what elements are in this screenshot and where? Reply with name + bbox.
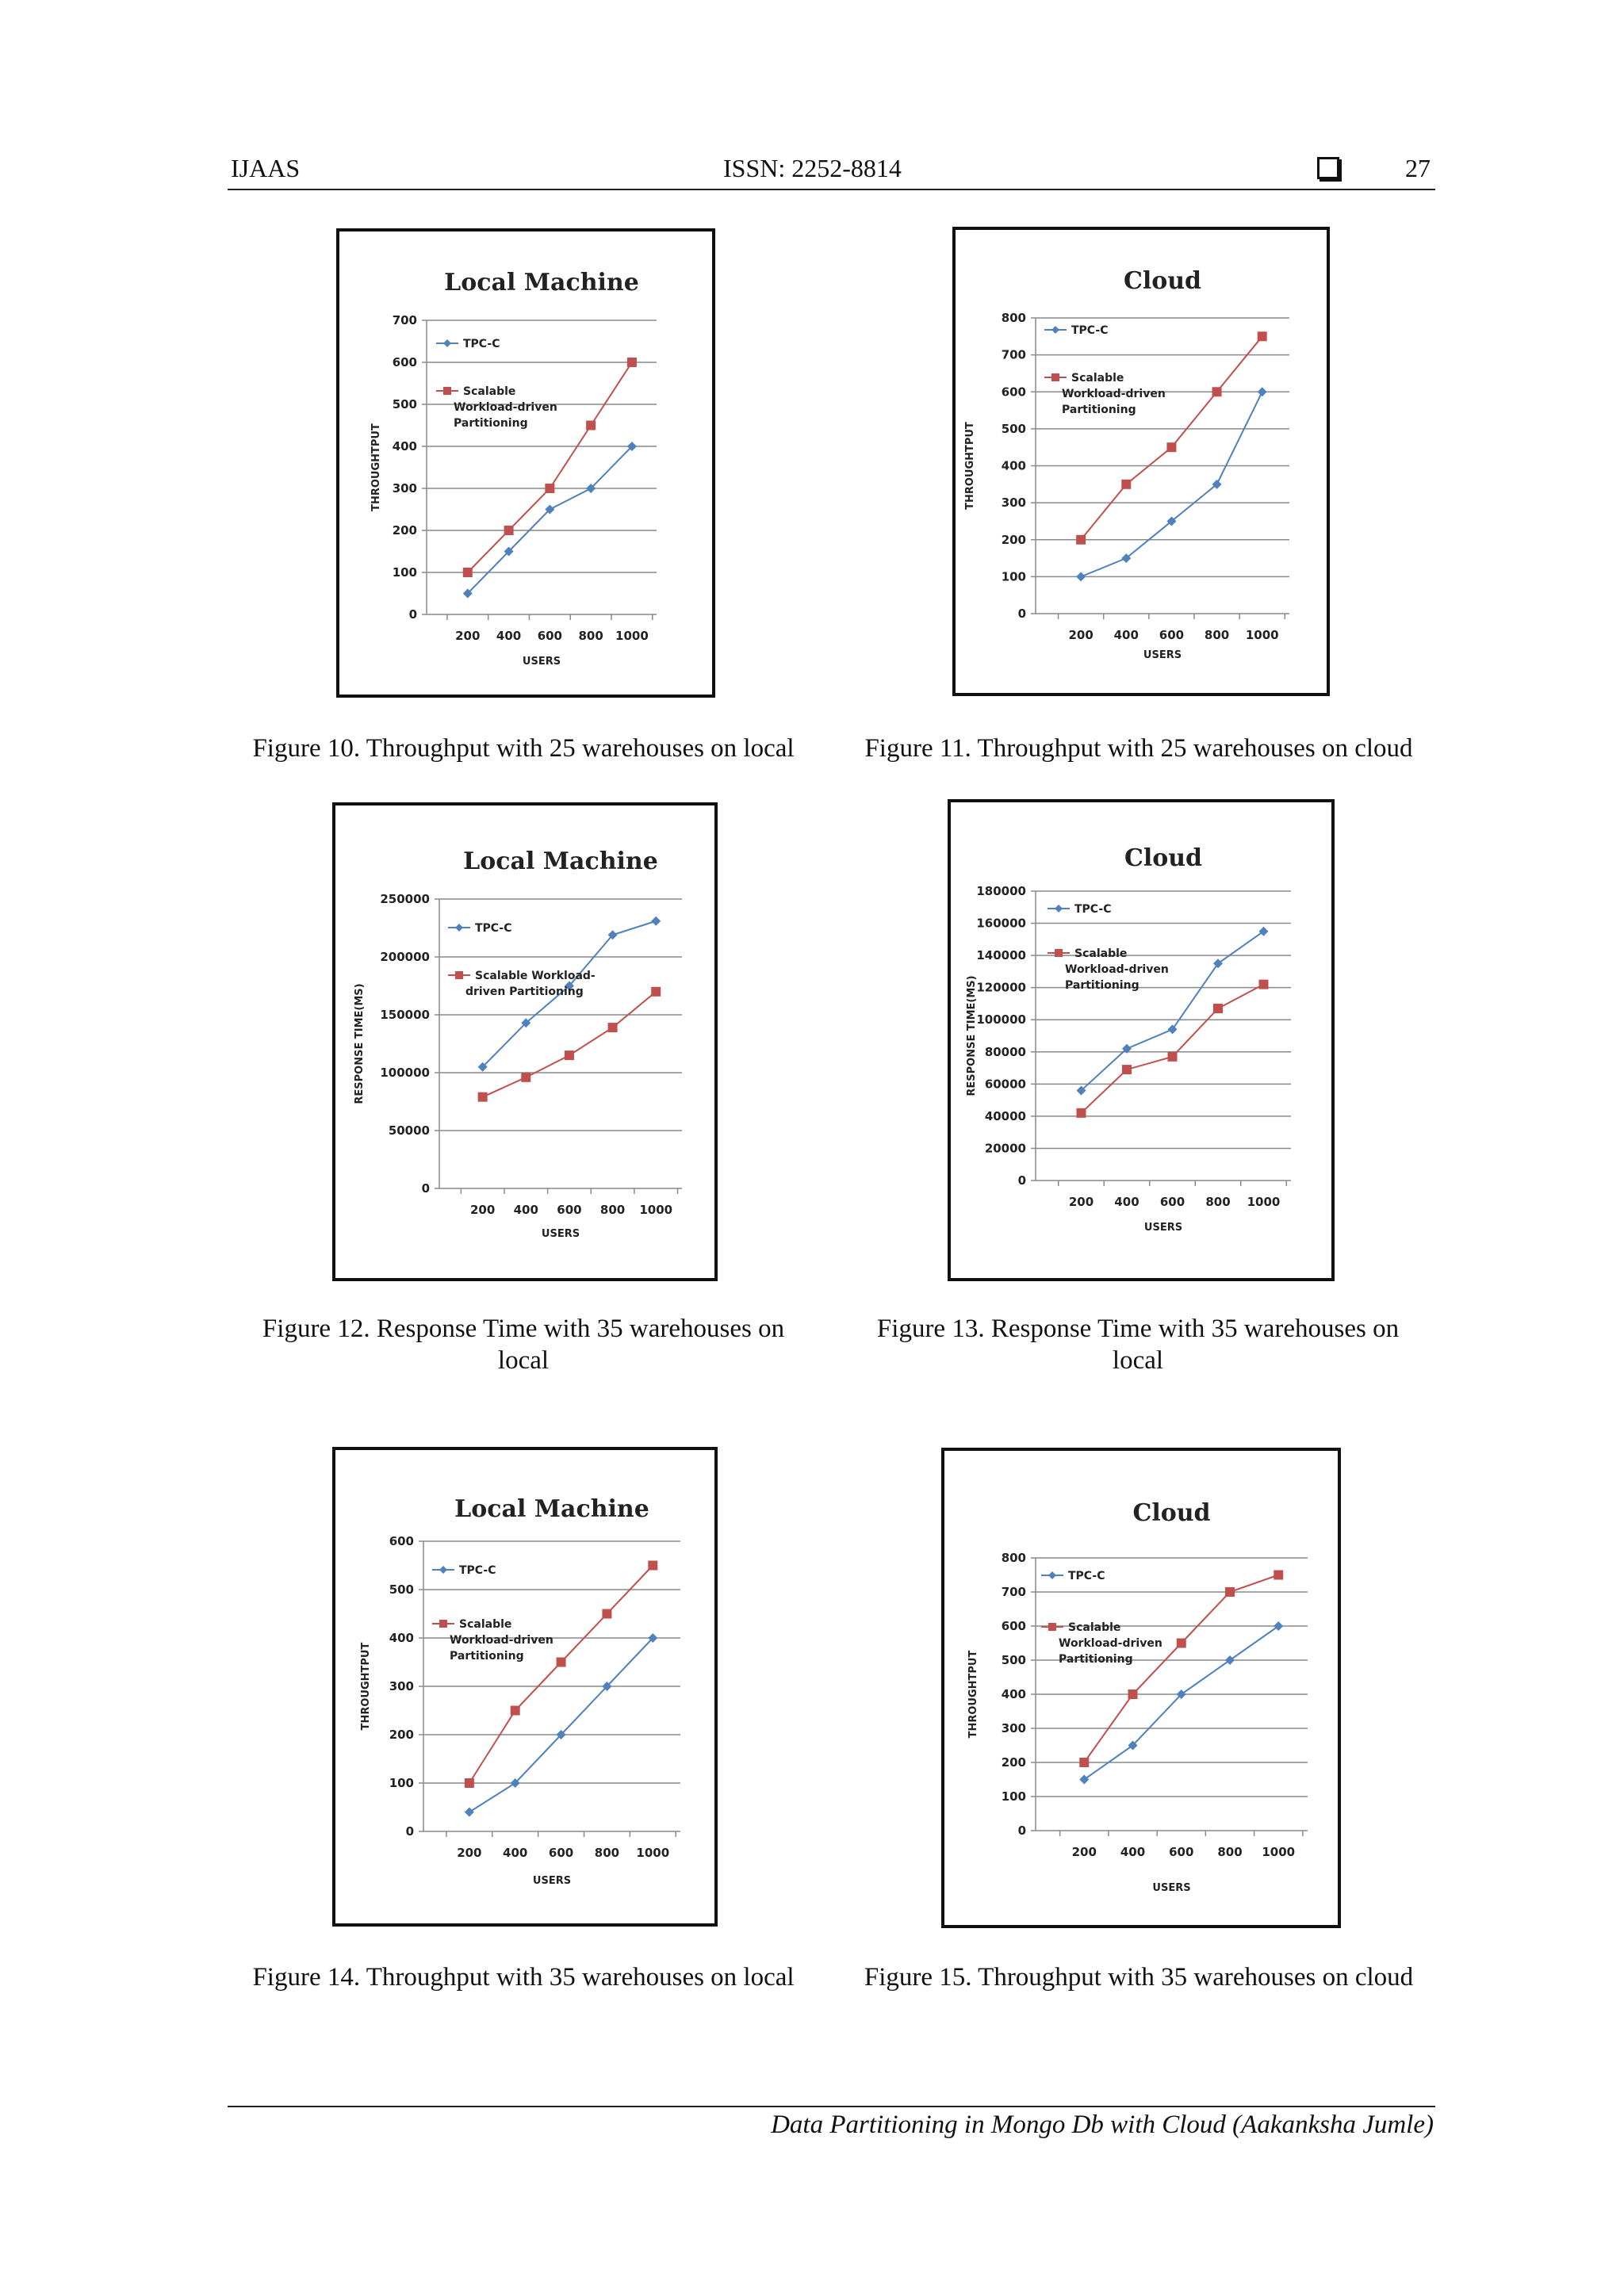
chart-svg [951,802,1331,1278]
y-tick-label: 160000 [976,916,1026,931]
legend-label: TPC-C [463,338,500,350]
y-tick-label: 0 [1017,1823,1026,1838]
y-tick-label: 200000 [380,950,430,964]
data-point-tpcc [465,1808,474,1817]
figure-15-chart [941,1448,1341,1928]
legend-marker [455,971,463,979]
data-point-tpcc [1168,1024,1178,1034]
data-point-scalable [602,1609,611,1619]
data-point-scalable [465,1778,474,1788]
y-tick-label: 100000 [976,1012,1026,1027]
legend-label: TPC-C [1068,1570,1105,1582]
data-point-scalable [504,526,514,535]
y-tick-label: 100 [389,1776,414,1790]
y-tick-label: 250000 [380,892,430,906]
legend-marker [439,1620,447,1628]
data-point-scalable [463,568,473,577]
data-point-tpcc [1076,572,1086,581]
y-tick-label: 140000 [976,948,1026,963]
y-tick-label: 800 [1001,1551,1026,1565]
x-axis-label: USERS [1143,649,1182,661]
x-tick-label: 600 [537,629,563,643]
x-tick-label: 200 [469,1203,496,1217]
y-tick-label: 100 [1001,569,1026,584]
data-point-scalable [1213,1004,1223,1013]
y-axis-label: RESPONSE TIME(MS) [354,983,366,1104]
y-tick-label: 100000 [380,1066,430,1080]
legend-label: Scalable Workload-driven Partitioning [1062,372,1170,416]
legend-label: Scalable Workload-driven Partitioning [454,385,561,430]
figure-13-caption: Figure 13. Response Time with 35 warehouses on local [876,1314,1400,1375]
legend-label: Scalable Workload-driven Partitioning [450,1618,557,1663]
x-tick-label: 400 [513,1203,538,1217]
y-tick-label: 120000 [976,980,1026,995]
chart-svg [944,1451,1338,1925]
figure-15-caption: Figure 15. Throughput with 35 warehouses on cloud [864,1963,1414,1992]
legend-marker [1048,1571,1056,1579]
chart-title: Local Machine [463,848,658,875]
legend-label: TPC-C [459,1564,496,1577]
y-tick-label: 600 [1001,1619,1026,1633]
x-tick-label: 1000 [639,1203,673,1217]
legend-marker [439,1566,447,1574]
legend-marker [443,339,451,347]
figure-14-caption: Figure 14. Throughput with 35 warehouses on local [252,1963,795,1992]
data-point-tpcc [1274,1621,1283,1631]
data-point-scalable [1166,442,1176,452]
y-tick-label: 60000 [984,1077,1026,1092]
y-tick-label: 100 [392,565,417,580]
x-tick-label: 200 [457,1846,482,1860]
x-tick-label: 1000 [1245,628,1279,642]
figure-12-caption: Figure 12. Response Time with 35 warehouses on local [262,1314,785,1375]
y-tick-label: 200 [1001,532,1026,547]
journal-name: IJAAS [231,154,301,182]
data-point-scalable [1077,1108,1086,1118]
y-tick-label: 0 [405,1824,414,1839]
figure-12-chart [332,802,718,1281]
x-tick-label: 600 [1159,628,1185,642]
x-tick-label: 800 [1204,628,1230,642]
figure-10-caption: Figure 10. Throughput with 25 warehouses on local [252,734,795,763]
y-tick-label: 500 [389,1582,414,1597]
x-axis-label: USERS [532,1875,572,1887]
y-tick-label: 0 [408,607,417,622]
series-line-tpcc [1081,392,1262,576]
legend-marker [1051,326,1059,334]
chart-title: Cloud [1123,267,1202,295]
x-tick-label: 800 [578,629,603,643]
y-tick-label: 800 [1001,311,1026,325]
x-tick-label: 1000 [1247,1195,1281,1209]
figure-14-chart [332,1447,718,1927]
x-tick-label: 600 [1159,1195,1185,1209]
data-point-scalable [557,1658,566,1667]
data-point-scalable [1274,1571,1283,1580]
figure-13-chart [948,799,1335,1281]
chart-title: Cloud [1124,844,1203,872]
x-tick-label: 800 [599,1203,626,1217]
data-point-tpcc [1225,1655,1235,1665]
y-tick-label: 180000 [976,884,1026,898]
y-tick-label: 500 [1001,1653,1026,1667]
y-axis-label: THROUGHTPUT [370,423,382,511]
data-point-scalable [648,1561,657,1571]
chart-title: Local Machine [454,1495,649,1523]
legend-label: Scalable Workload-driven Partitioning [465,970,596,998]
figure-11-caption: Figure 11. Throughput with 25 warehouses on cloud [864,734,1413,763]
data-point-scalable [1212,387,1222,396]
y-tick-label: 200 [389,1728,414,1742]
data-point-tpcc [1258,387,1267,396]
x-tick-label: 800 [1217,1845,1243,1859]
data-point-scalable [565,1050,574,1060]
y-tick-label: 300 [392,481,417,496]
x-tick-label: 400 [503,1846,528,1860]
data-point-scalable [1225,1587,1235,1597]
x-tick-label: 200 [455,629,481,643]
data-point-scalable [1079,1758,1089,1767]
y-tick-label: 40000 [984,1108,1026,1123]
y-tick-label: 20000 [984,1141,1026,1156]
y-tick-label: 300 [389,1679,414,1693]
data-point-scalable [608,1023,618,1032]
x-tick-label: 200 [1071,1845,1097,1859]
y-tick-label: 200 [1001,1755,1026,1770]
y-tick-label: 50000 [388,1123,430,1138]
data-point-tpcc [1213,959,1223,968]
page-header [228,151,1435,190]
y-axis-label: RESPONSE TIME(MS) [966,975,978,1096]
legend-marker [1048,1623,1056,1631]
y-tick-label: 300 [1001,496,1026,511]
series-line-scalable [483,992,657,1097]
x-tick-label: 400 [1113,628,1139,642]
figure-11-chart [952,227,1330,696]
y-axis-label: THROUGHTPUT [964,422,976,510]
y-tick-label: 200 [392,523,417,538]
x-tick-label: 400 [496,629,522,643]
x-tick-label: 1000 [615,629,649,643]
data-point-scalable [521,1073,530,1082]
y-tick-label: 0 [1017,607,1026,621]
chart-svg [956,230,1327,693]
chart-svg [339,232,712,695]
legend-marker [443,387,451,395]
data-point-scalable [1076,535,1086,545]
figure-10-chart [336,228,715,698]
y-axis-label: THROUGHTPUT [360,1642,372,1731]
x-tick-label: 600 [557,1203,582,1217]
x-axis-label: USERS [541,1228,580,1240]
y-tick-label: 300 [1001,1721,1026,1735]
data-point-tpcc [651,916,661,926]
x-tick-label: 600 [1169,1845,1194,1859]
data-point-scalable [627,358,637,367]
data-point-scalable [545,484,554,493]
chart-svg [335,806,714,1278]
x-tick-label: 800 [594,1846,620,1860]
y-tick-label: 600 [1001,385,1026,400]
legend-marker [1055,949,1063,957]
y-tick-label: 0 [1017,1173,1026,1188]
y-tick-label: 0 [421,1181,430,1196]
legend-label: Scalable Workload-driven Partitioning [1065,947,1173,992]
y-tick-label: 500 [392,397,417,411]
x-axis-label: USERS [1152,1882,1191,1894]
page-footer: Data Partitioning in Mongo Db with Cloud (Aakanksha Jumle) [771,2110,1434,2139]
data-point-scalable [1258,331,1267,341]
page-number: 27 [1405,154,1431,182]
legend-marker [455,924,463,932]
data-point-scalable [478,1093,488,1102]
y-tick-label: 80000 [984,1044,1026,1059]
y-tick-label: 100 [1001,1789,1026,1804]
data-point-tpcc [1259,927,1269,936]
y-tick-label: 400 [389,1631,414,1645]
data-point-scalable [1177,1639,1186,1648]
x-axis-label: USERS [522,656,561,668]
series-line-scalable [1082,985,1264,1113]
y-tick-label: 700 [1001,347,1026,362]
legend-marker [1055,905,1063,913]
x-tick-label: 400 [1120,1845,1146,1859]
x-tick-label: 200 [1068,628,1094,642]
data-point-scalable [586,421,596,430]
series-line-scalable [469,1566,653,1784]
y-tick-label: 700 [392,313,417,327]
x-tick-label: 200 [1068,1195,1094,1209]
x-tick-label: 600 [548,1846,574,1860]
data-point-scalable [1128,1689,1138,1699]
x-tick-label: 1000 [636,1846,670,1860]
y-tick-label: 150000 [380,1008,430,1022]
x-tick-label: 800 [1205,1195,1231,1209]
chart-svg [335,1450,714,1923]
y-tick-label: 600 [389,1534,414,1548]
square-icon [1317,157,1339,179]
legend-label: TPC-C [1074,903,1112,916]
data-point-scalable [1122,1065,1132,1074]
y-tick-label: 400 [1001,458,1026,473]
footer-rule [228,2106,1435,2107]
data-point-scalable [511,1706,520,1716]
series-line-scalable [1084,1575,1278,1763]
y-tick-label: 700 [1001,1585,1026,1599]
y-tick-label: 400 [1001,1687,1026,1701]
y-tick-label: 500 [1001,421,1026,436]
y-tick-label: 600 [392,355,417,369]
legend-label: Scalable Workload-driven Partitioning [1059,1621,1166,1666]
data-point-scalable [651,987,661,997]
x-tick-label: 400 [1114,1195,1139,1209]
x-axis-label: USERS [1143,1222,1183,1234]
series-line-scalable [1081,336,1262,539]
chart-title: Local Machine [444,269,639,297]
data-point-tpcc [1079,1775,1089,1785]
data-point-scalable [1121,480,1131,489]
legend-label: TPC-C [1071,324,1109,337]
data-point-scalable [1259,980,1269,989]
data-point-scalable [1168,1052,1178,1062]
legend-label: TPC-C [475,922,512,935]
x-tick-label: 1000 [1262,1845,1296,1859]
issn: ISSN: 2252-8814 [723,154,902,182]
legend-marker [1051,373,1059,381]
y-axis-label: THROUGHTPUT [967,1650,979,1739]
y-tick-label: 400 [392,439,417,453]
chart-title: Cloud [1132,1499,1211,1527]
series-line-tpcc [468,446,632,594]
